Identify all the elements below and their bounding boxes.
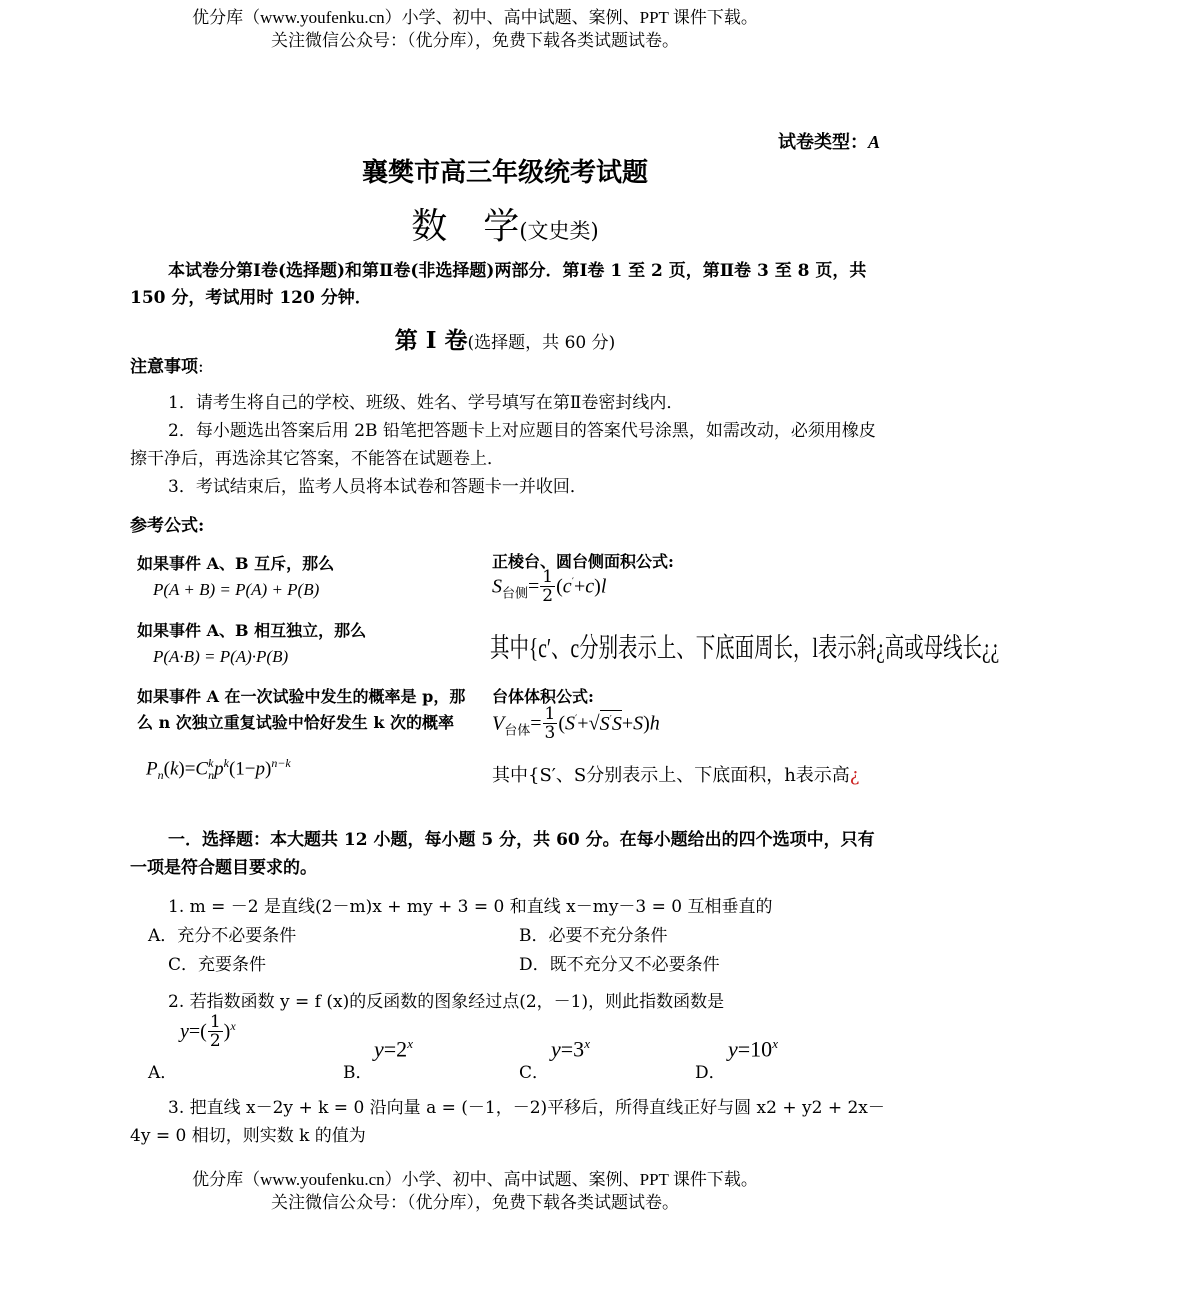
question-2-option-c: C． <box>519 1063 550 1083</box>
question-1-option-a: A．充分不必要条件 <box>148 926 297 946</box>
exclusive-events-formula: P(A + B) = P(A) + P(B) <box>153 580 320 599</box>
part-one-heading <box>0 322 1010 355</box>
binomial-formula: $P_n(k)=C$ k n $p^k(1-p)^{n-k}$ <box>146 756 291 783</box>
notice-item-2: 2．每小题选出答案后用 2B 铅笔把答题卡上对应题目的答案代号涂黑，如需改动，必须用橡皮擦干净后，再选涂其它答案，不能答在试题卷上． <box>130 421 876 469</box>
header-line-1: 优分库（www.youfenku.cn）小学、初中、高中试题、案例、PPT 课件下载。 <box>192 8 758 27</box>
independent-events-formula: P(A·B) = P(A)·P(B) <box>153 647 289 666</box>
section-one-heading: 一．选择题：本大题共 12 小题，每小题 5 分，共 60 分。在每小题给出的四个选项中，只有一项是符合题目要求的。 <box>130 830 875 878</box>
paper-type-label: 试卷类型： <box>777 132 868 153</box>
question-2-formula-d: $y=10^x$ <box>728 1036 778 1062</box>
header-line-2: 关注微信公众号：（优分库），免费下载各类试题试卷。 <box>271 31 679 50</box>
footer-line-1: 优分库（www.youfenku.cn）小学、初中、高中试题、案例、PPT 课件下载。 <box>192 1170 758 1189</box>
volume-heading: 台体体积公式: <box>492 687 594 706</box>
subject-main: 数 学 <box>411 206 520 247</box>
intro-paragraph: 本试卷分第Ⅰ卷(选择题)和第Ⅱ卷(非选择题)两部分．第Ⅰ卷 1 至 2 页，第Ⅱ卷 3 至 8 页，共 150 分，考试用时 120 分钟． <box>130 261 867 308</box>
question-1-option-b: B．必要不充分条件 <box>519 926 668 946</box>
notice-heading: 注意事项: <box>130 357 204 377</box>
notice-item-3: 3．考试结束后，监考人员将本试卷和答题卡一并收回． <box>168 477 587 497</box>
binomial-text: 如果事件 A 在一次试验中发生的概率是 p，那么 n 次独立重复试验中恰好发生 k 次的概率 <box>137 687 466 732</box>
lateral-area-formula: $S_{台侧}=$ $\frac{1}{2}$ (c′+c)l <box>492 567 607 606</box>
subject-title <box>0 198 1010 249</box>
question-2-formula-c: $y=3^x$ <box>551 1036 590 1062</box>
question-2-option-b: B． <box>343 1063 373 1083</box>
paper-type <box>778 128 880 154</box>
formulas-heading: 参考公式: <box>130 516 205 536</box>
exclusive-events-text: 如果事件 A、B 互斥，那么 <box>137 554 335 573</box>
question-2-option-a: A． <box>148 1063 178 1083</box>
footer-line-2: 关注微信公众号：（优分库），免费下载各类试题试卷。 <box>271 1193 679 1212</box>
volume-note: 其中{S′、S分别表示上、下底面积，h表示高¿ <box>492 765 860 786</box>
question-2-stem: 2. 若指数函数 y = f (x)的反函数的图象经过点(2，－1)，则此指数函数是 <box>168 992 725 1012</box>
subject-sub: (文史类) <box>519 219 599 243</box>
independent-events-text: 如果事件 A、B 相互独立，那么 <box>137 621 367 640</box>
paper-type-value: A <box>867 132 880 152</box>
question-2-option-d: D． <box>695 1063 726 1083</box>
question-3-stem: 3. 把直线 x－2y + k = 0 沿向量 a = (－1，－2)平移后，所得直线正好与圆 x2 + y2 + 2x－4y = 0 相切，则实数 k 的值为 <box>130 1098 885 1146</box>
exam-title: 襄樊市高三年级统考试题 <box>361 158 648 188</box>
part-one-main: 第 Ⅰ 卷 <box>394 327 468 354</box>
part-one-sub: (选择题，共 60 分) <box>467 333 616 353</box>
question-1-option-c: C．充要条件 <box>168 955 267 975</box>
question-1-option-d: D．既不充分又不必要条件 <box>519 955 720 975</box>
volume-formula: $V_{台体}=$ $\frac{1}{3}$ (S′+√S′S+S)h <box>492 704 660 743</box>
lateral-area-heading: 正棱台、圆台侧面积公式: <box>492 552 674 571</box>
notice-item-1: 1．请考生将自己的学校、班级、姓名、学号填写在第Ⅱ卷密封线内． <box>168 393 684 413</box>
lateral-area-note: 其中{c′、c分别表示上、下底面周长，l表示斜¿高或母线长¿¿ <box>490 633 1000 663</box>
question-1-stem: 1. m = －2 是直线(2－m)x + my + 3 = 0 和直线 x－my－3 = 0 互相垂直的 <box>168 897 773 917</box>
question-2-formula-b: $y=2^x$ <box>374 1036 413 1062</box>
question-2-formula-a: y=( $\frac{1}{2}$ )$^x$ <box>180 1012 236 1051</box>
